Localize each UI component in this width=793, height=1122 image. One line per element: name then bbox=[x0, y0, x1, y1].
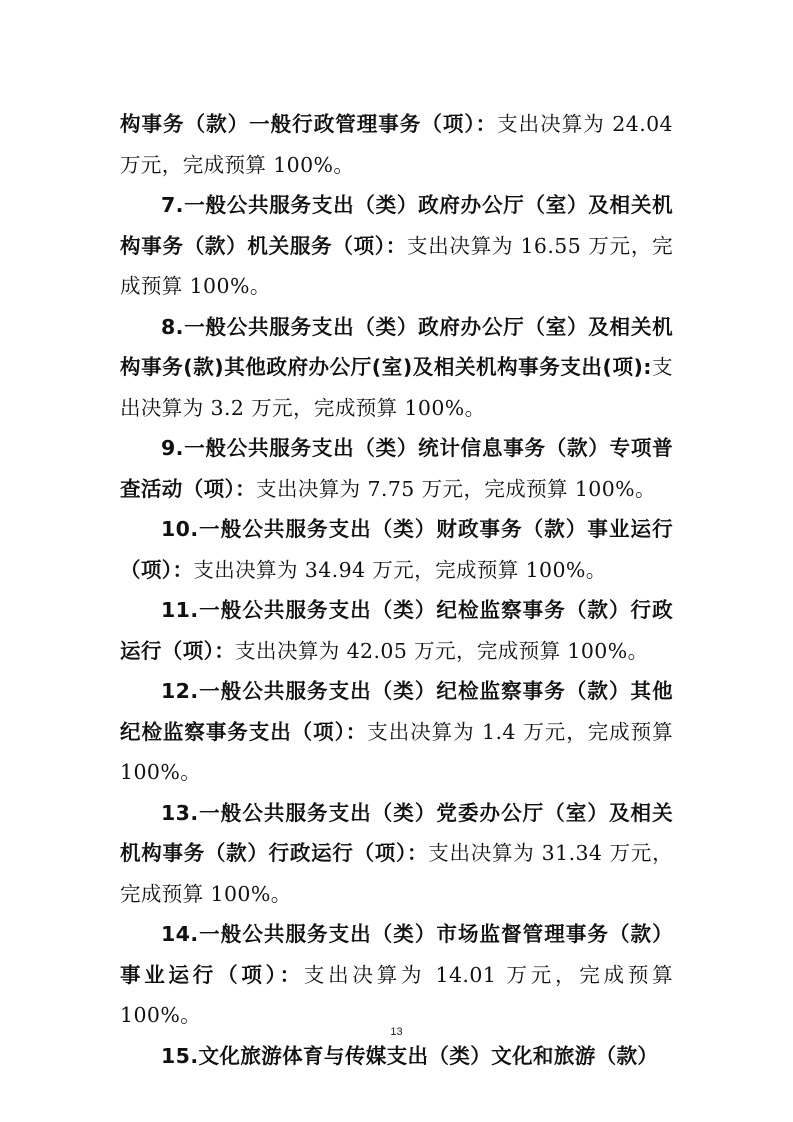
paragraph-text: 支出决算为 42.05 万元，完成预算 100%。 bbox=[235, 638, 649, 663]
paragraph bbox=[120, 671, 673, 793]
paragraph-text: 支出决算为 16.55 万元，完成预算 100%。 bbox=[120, 233, 673, 298]
paragraph-text: 支出决算为 24.04 万元，完成预算 100%。 bbox=[120, 112, 673, 177]
paragraph-heading: 15.文化旅游体育与传媒支出（类）文化和旅游（款） bbox=[161, 1043, 659, 1068]
paragraph-heading: 构事务（款）一般行政管理事务（项）： bbox=[120, 112, 498, 136]
paragraph-text: 支出决算为 34.94 万元，完成预算 100%。 bbox=[193, 557, 607, 582]
document-body bbox=[120, 104, 673, 1076]
page-number: 13 bbox=[390, 1026, 403, 1038]
paragraph-heading: 8.一般公共服务支出（类）政府办公厅（室）及相关机构事务(款)其他政府办公厅(室)及相关机构事务支出(项): bbox=[120, 314, 673, 379]
paragraph-heading: 11.一般公共服务支出（类）纪检监察事务（款）行政运行（项）： bbox=[120, 598, 673, 663]
paragraph-text: 支出决算为 14.01 万元，完成预算 100%。 bbox=[120, 962, 673, 1027]
paragraph bbox=[120, 1036, 673, 1077]
paragraph-heading: 7.一般公共服务支出（类）政府办公厅（室）及相关机构事务（款）机关服务（项）： bbox=[120, 193, 673, 258]
paragraph-text: 支出决算为 7.75 万元，完成预算 100%。 bbox=[256, 476, 656, 501]
paragraph-text: 支出决算为 3.2 万元，完成预算 100%。 bbox=[120, 355, 674, 420]
paragraph bbox=[120, 509, 673, 590]
paragraph bbox=[120, 590, 673, 671]
paragraph bbox=[120, 793, 673, 915]
paragraph-text: 支出决算为 1.4 万元，完成预算 100%。 bbox=[120, 719, 673, 784]
paragraph bbox=[120, 307, 673, 429]
paragraph-heading: 14.一般公共服务支出（类）市场监督管理事务（款）事业运行（项）： bbox=[120, 922, 673, 987]
paragraph-heading: 13.一般公共服务支出（类）党委办公厅（室）及相关机构事务（款）行政运行（项）： bbox=[120, 800, 673, 865]
paragraph-heading: 12.一般公共服务支出（类）纪检监察事务（款）其他纪检监察事务支出（项）： bbox=[120, 679, 673, 744]
paragraph-heading: 9.一般公共服务支出（类）统计信息事务（款）专项普查活动（项）： bbox=[120, 436, 673, 501]
paragraph bbox=[120, 185, 673, 307]
paragraph-text: 支出决算为 31.34 万元，完成预算 100%。 bbox=[120, 841, 673, 906]
paragraph bbox=[120, 104, 673, 185]
paragraph bbox=[120, 914, 673, 1036]
paragraph bbox=[120, 428, 673, 509]
paragraph-heading: 10.一般公共服务支出（类）财政事务（款）事业运行（项）： bbox=[120, 517, 673, 582]
